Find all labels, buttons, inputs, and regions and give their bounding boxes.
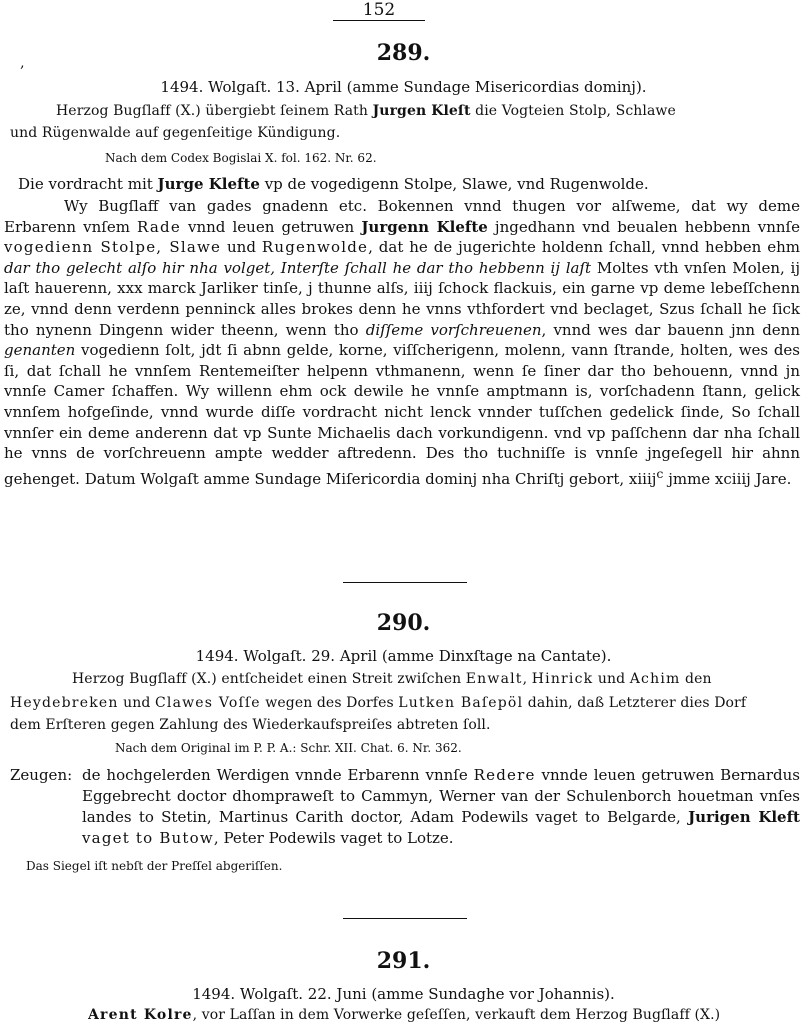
body-text: vnnd leuen getruwen [180,217,362,236]
witness-text: Redere [473,766,536,784]
section-divider [343,582,467,583]
witness-text: vnnde leuen getruwen Bernardus Eggebrecht doctor dhompraweſt to Cammyn, Werner van der Schulenborch houetman vnſes landes to Stetin, Martinus Carith doctor, Adam Podewils vaget to Belgarde, [82,766,800,826]
intro-text: vp de vogedigenn Stolpe, Slawe, vnd Rugenwolde. [259,175,649,193]
document-summary-289-line2: und Rügenwalde auf gegenſeitige Kündigung. [10,125,341,141]
body-text: jmme xciiij Jare. [663,469,792,488]
seal-note-290: Das Siegel iſt nebſt der Preſſel abgeriſſen. [26,859,283,873]
summary-text: , [522,671,532,687]
document-number-291: 291. [376,948,431,974]
document-intro-289 [18,174,788,195]
body-italic: diſſeme vorſchreuenen [365,320,542,339]
document-summary-290-line3: dem Erſteren gegen Zahlung des Wiederkaufspreiſes abtreten ſoll. [10,717,491,733]
body-text: Rade [137,217,181,236]
intro-name: Jurge Klefte [157,175,260,193]
document-heading-291: 1494. Wolgaſt. 22. Juni (amme Sundaghe vor Johannis). [192,985,615,1003]
body-italic: genanten [4,341,76,360]
body-place: Rugenwolde [261,238,369,257]
document-summary-291 [88,1005,800,1026]
document-summary-290 [72,669,800,690]
document-summary-289 [56,101,800,122]
source-note-290: Nach dem Original im P. P. A.: Schr. XII. Chat. 6. Nr. 362. [115,741,462,755]
summary-place: Lutken Baſepöl [398,695,524,711]
body-text: , vnnd wes dar bauenn jnn denn [541,320,800,339]
body-italic: dar tho gelecht alſo hir nha volget, Interſte ſchall he dar tho hebbenn ij laſt [4,258,592,277]
body-text: Moltes vth vnſen Molen, ij laſt hauerenn, xxx marck Jarliker tinſe, j thunne alſs, iiij ſchock flackuis, ein garne vp deme lebeſſchenn ze, vnnd denn verdenn penninck alles brokes denn he vnns vthfordert vnd beclaget, Szus ſchall he ſick tho nynenn Dingenn wider theenn, wenn tho [4,258,800,339]
body-text: vogedienn ſolt, jdt ſi abnn gelde, korne, viſſcherigenn, molenn, vann ſtrande, holten, wes des ſi, dat ſchall he vnnſem Rentemeiſter helpenn vthmanenn, wenn ſe ſiner dar tho behouenn, vnnd jn vnnſe Camer ſchaffen. Wy willenn ehm ock dewile he vnnſe amptmann is, vorſchadenn ſtann, gelick vnnſem hofgeſinde, vnnd wurde diſſe vordracht nicht lenck vnnder tuſſchen gedelick ſinde, So ſchall vnnſer ein deme anderenn dat vp Sunte Michaelis dach vorkundigenn. vnd vp paſſchenn dar nha ſchall he vnns de vorſchreuenn ampte wedder aftredenn. Des tho tuchniſſe is vnnſe jngeſegell hir ahnn gehenget. Datum Wolgaſt amme Sundage Miſericordia dominj nha Chriſtj gebort, xiiij [4,341,800,488]
witness-name: Jurigen Kleft [688,808,800,826]
section-divider [343,918,467,919]
witness-label: Zeugen: [10,766,73,784]
summary-text: den [680,671,712,687]
body-text: jngedhann vnd beualen hebbenn vnnſe [487,217,800,236]
body-text: Wy Bugſlaff van gades gnadenn etc. Bokennen vnnd thugen vor alſweme, dat wy deme Erbarenn vnſem [4,197,800,236]
intro-text: Die vordracht mit [18,175,158,193]
witness-text: vaget to Butow [82,829,214,847]
body-name: Jurgenn Klefte [361,217,488,236]
summary-text: Herzog Bugſlaff (X.) entſcheidet einen Streit zwiſchen [72,671,466,687]
source-text: Codex Bogislai X. fol. 162. Nr. 62. [170,151,377,165]
document-heading-290: 1494. Wolgaſt. 29. April (amme Dinxſtage na Cantate). [195,647,612,665]
summary-text: , vor Laſſan in dem Vorwerke geſeſſen, verkauft dem Herzog Bugſlaff (X.) [192,1007,721,1023]
summary-text: dahin, daß Letzterer dies Dorf [523,695,747,711]
summary-text: wegen des Dorfes [260,695,399,711]
document-number-290: 290. [376,610,431,636]
witness-text: , Peter Podewils vaget to Lotze. [213,829,454,847]
summary-text: und [118,695,155,711]
summary-text: und [593,671,630,687]
summary-person: Arent Kolre [88,1007,193,1023]
summary-person: Enwalt [465,671,523,687]
body-text: und [221,238,262,257]
source-text: Nach dem [105,151,171,165]
document-heading-289: 1494. Wolgaſt. 13. April (amme Sundage Misericordias dominj). [160,78,647,96]
summary-person: Heydebreken [10,695,119,711]
body-text: , dat he de jugerichte holdenn ſchall, vnnd hebben ehm [368,238,800,257]
witness-text: de hochgelerden Werdigen vnnde Erbarenn vnnſe [82,766,474,784]
document-body-289 [4,196,800,489]
stray-mark: ‚ [20,55,25,71]
summary-name: Jurgen Kleſt [372,103,471,119]
summary-person: Achim [629,671,681,687]
summary-person: Hinrick [531,671,594,687]
page-number: 152 [333,0,425,21]
summary-text: Herzog Bugſlaff (X.) übergiebt ſeinem Rath [56,103,373,119]
document-summary-290-line2 [10,693,800,714]
witnesses-290 [10,765,800,849]
source-note-289 [105,150,795,166]
body-superscript: c [656,465,664,481]
summary-person: Clawes Voſſe [154,695,261,711]
summary-text: die Vogteien Stolp, Schlawe [470,103,676,119]
body-place: vogedienn Stolpe, Slawe [4,238,222,257]
document-number-289: 289. [376,40,431,66]
